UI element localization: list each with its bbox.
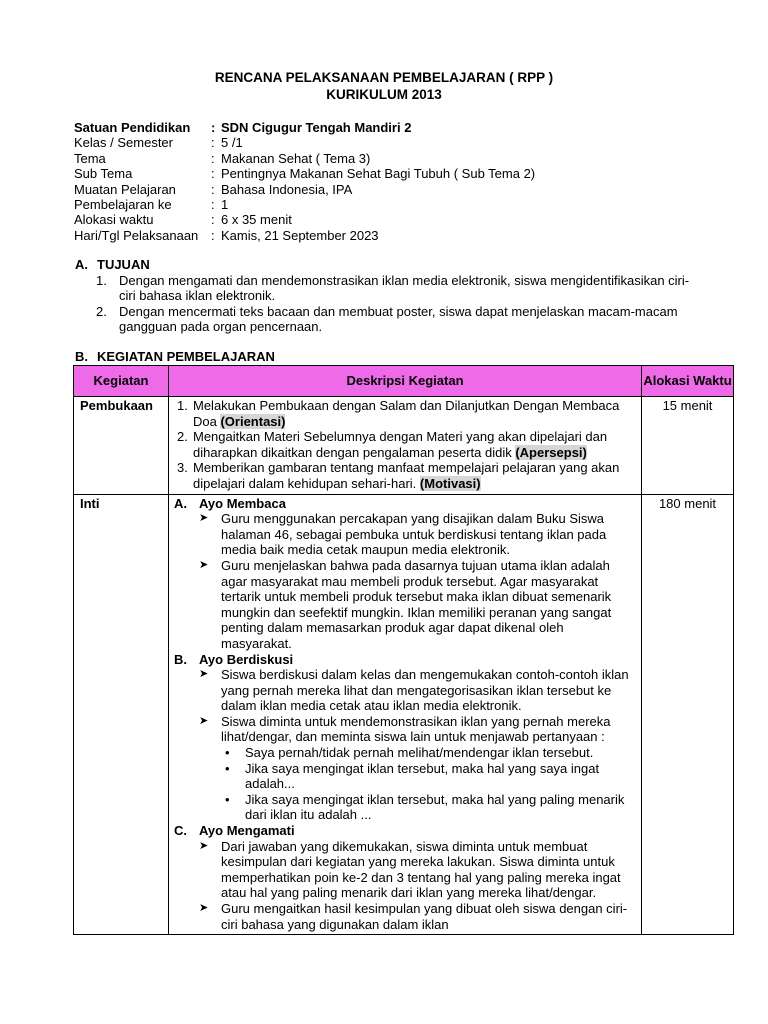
identity-value: 1: [221, 197, 229, 213]
dot-bullet-icon: •: [225, 791, 230, 807]
kegiatan-table: [73, 365, 734, 935]
item-number: 2.: [96, 303, 107, 319]
identity-value: Kamis, 21 September 2023: [221, 227, 379, 243]
arrow-bullet-icon: ➤: [199, 902, 209, 914]
item-number: 1.: [177, 398, 188, 413]
table-row: [74, 397, 734, 495]
header-deskripsi: Deskripsi Kegiatan: [169, 366, 642, 397]
table-row: [74, 494, 734, 935]
identity-table: [74, 120, 535, 243]
bullet-item: [173, 745, 637, 761]
identity-key: Muatan Pelajaran: [74, 181, 176, 197]
header-kegiatan: Kegiatan: [74, 366, 169, 397]
bullet-item: [173, 792, 637, 823]
dot-bullet-icon: •: [225, 745, 230, 761]
phase-inti: Inti: [74, 494, 169, 935]
identity-value: Bahasa Indonesia, IPA: [221, 181, 353, 197]
identity-row: [74, 151, 535, 166]
highlight-tag: (Apersepsi): [515, 444, 587, 460]
document-title: RENCANA PELAKSANAAN PEMBELAJARAN ( RPP ): [214, 70, 554, 85]
arrow-bullet-icon: ➤: [199, 512, 209, 525]
identity-value: Makanan Sehat ( Tema 3): [221, 150, 371, 166]
inti-description: [169, 494, 642, 935]
section-tujuan-heading: [75, 257, 150, 272]
identity-colon: :: [211, 227, 215, 243]
identity-row: [74, 212, 535, 227]
arrow-bullet-icon: ➤: [199, 839, 209, 852]
item-text: Siswa diminta untuk mendemonstrasikan iklan yang pernah mereka lihat/dengar, dan meminta siswa lain untuk menjawab pertanyaan :: [221, 713, 611, 745]
list-item: [173, 429, 637, 460]
item-text: Siswa berdiskusi dalam kelas dan mengemukakan contoh-contoh iklan yang pernah mereka lihat dan mengategorisasikan iklan tersebut ke dalam iklan media cetak atau iklan media elektronik.: [221, 667, 629, 714]
identity-value: 5 /1: [221, 135, 243, 151]
identity-colon: :: [211, 150, 215, 166]
identity-colon: :: [211, 181, 215, 197]
identity-colon: :: [211, 166, 215, 182]
subheading-ayo-membaca: [173, 496, 637, 512]
list-item: [173, 460, 637, 491]
item-text: Dengan mencermati teks bacaan dan membuat poster, siswa dapat menjelaskan macam-macam gangguan pada organ pencernaan.: [119, 303, 678, 334]
section-letter: B.: [75, 349, 88, 364]
identity-row: [74, 197, 535, 212]
dot-bullet-icon: •: [225, 760, 230, 776]
document-subtitle: KURIKULUM 2013: [326, 87, 442, 102]
item-text: Dengan mengamati dan mendemonstrasikan iklan media elektronik, siswa mengidentifikasikan ciri-ciri bahasa iklan elektronik.: [119, 273, 690, 304]
item-number: 3.: [177, 460, 188, 476]
identity-key: Tema: [74, 150, 106, 166]
identity-colon: :: [211, 135, 215, 151]
arrow-item: [173, 667, 637, 714]
list-item: [96, 273, 696, 304]
identity-key: Pembelajaran ke: [74, 197, 172, 213]
identity-row: [74, 166, 535, 181]
identity-row: [74, 135, 535, 150]
item-text: Dari jawaban yang dikemukakan, siswa diminta untuk membuat kesimpulan dari kegiatan yang mereka lakukan. Siswa diminta untuk memperhatikan poin ke-2 dan 3 tentang hal yang paling mereka ingat atau hal yang paling menarik dari iklan yang mereka lihat/dengar.: [221, 838, 621, 901]
identity-colon: :: [211, 120, 216, 135]
item-text: Jika saya mengingat iklan tersebut, maka hal yang saya ingat adalah...: [245, 760, 600, 792]
sub-title: Ayo Membaca: [199, 495, 286, 511]
table-header-row: [74, 366, 734, 397]
arrow-bullet-icon: ➤: [199, 714, 209, 727]
identity-value: Pentingnya Makanan Sehat Bagi Tubuh ( Sub Tema 2): [221, 166, 536, 182]
item-text: Melakukan Pembukaan dengan Salam dan Dilanjutkan Dengan Membaca Doa: [193, 398, 620, 429]
identity-row: [74, 228, 535, 243]
identity-row: [74, 120, 535, 135]
arrow-item: [173, 901, 637, 932]
arrow-item: [173, 839, 637, 901]
arrow-item: [173, 511, 637, 558]
item-text: Mengaitkan Materi Sebelumnya dengan Materi yang akan dipelajari dan diharapkan dikaitkan dengan pengalaman peserta didik: [193, 429, 608, 460]
alokasi-inti: 180 menit: [642, 494, 734, 935]
bullet-item: [173, 761, 637, 792]
identity-key: Sub Tema: [74, 166, 133, 182]
arrow-item: [173, 714, 637, 745]
identity-row: [74, 182, 535, 197]
identity-key: Kelas / Semester: [74, 135, 173, 151]
header-alokasi: Alokasi Waktu: [642, 366, 734, 397]
subheading-ayo-mengamati: [173, 823, 637, 839]
item-text: Guru menggunakan percakapan yang disajikan dalam Buku Siswa halaman 46, sebagai pembuka untuk berdiskusi tentang iklan pada media baik media cetak maupun media elektronik.: [221, 511, 607, 558]
sub-title: Ayo Berdiskusi: [199, 651, 294, 667]
item-number: 2.: [177, 429, 188, 445]
sub-letter: C.: [174, 823, 187, 839]
section-kegiatan-heading: [75, 349, 275, 364]
identity-key: Satuan Pendidikan: [74, 120, 191, 135]
sub-letter: B.: [174, 651, 187, 667]
arrow-bullet-icon: ➤: [199, 668, 209, 681]
phase-pembukaan: Pembukaan: [74, 397, 169, 495]
arrow-item: [173, 558, 637, 652]
section-title: KEGIATAN PEMBELAJARAN: [97, 349, 275, 364]
identity-value: 6 x 35 menit: [221, 212, 292, 228]
section-title: TUJUAN: [97, 257, 150, 272]
identity-key: Alokasi waktu: [74, 212, 154, 228]
identity-colon: :: [211, 197, 215, 213]
sub-letter: A.: [174, 495, 187, 511]
identity-value: SDN Cigugur Tengah Mandiri 2: [221, 120, 412, 135]
alokasi-pembukaan: 15 menit: [642, 397, 734, 495]
highlight-tag: (Orientasi): [220, 413, 286, 429]
tujuan-list: [96, 273, 696, 334]
section-letter: A.: [75, 257, 88, 272]
item-text: Saya pernah/tidak pernah melihat/mendengar iklan tersebut.: [245, 745, 594, 761]
arrow-bullet-icon: ➤: [199, 558, 209, 571]
item-number: 1.: [96, 273, 107, 288]
item-text: Jika saya mengingat iklan tersebut, maka hal yang paling menarik dari iklan itu adalah ...: [245, 791, 625, 823]
list-item: [173, 398, 637, 429]
identity-colon: :: [211, 212, 215, 228]
item-text: Guru mengaitkan hasil kesimpulan yang dibuat oleh siswa dengan ciri-ciri bahasa yang digunakan dalam iklan: [221, 901, 628, 932]
identity-key: Hari/Tgl Pelaksanaan: [74, 227, 199, 243]
item-text: Guru menjelaskan bahwa pada dasarnya tujuan utama iklan adalah agar masyarakat mau membeli produk tersebut. Agar masyarakat tertarik untuk membeli produk tersebut maka iklan dibuat semenarik mungkin dan seefektif mungkin. Iklan memiliki peranan yang sangat penting dalam memasarkan produk agar dapat dikenal oleh masyarakat.: [221, 557, 612, 651]
list-item: [96, 304, 696, 335]
sub-title: Ayo Mengamati: [199, 823, 295, 839]
item-text: Memberikan gambaran tentang manfaat mempelajari pelajaran yang akan dipelajari dalam kehidupan sehari-hari.: [193, 460, 620, 491]
pembukaan-description: [169, 397, 642, 495]
highlight-tag: (Motivasi): [419, 475, 481, 491]
subheading-ayo-berdiskusi: [173, 652, 637, 668]
